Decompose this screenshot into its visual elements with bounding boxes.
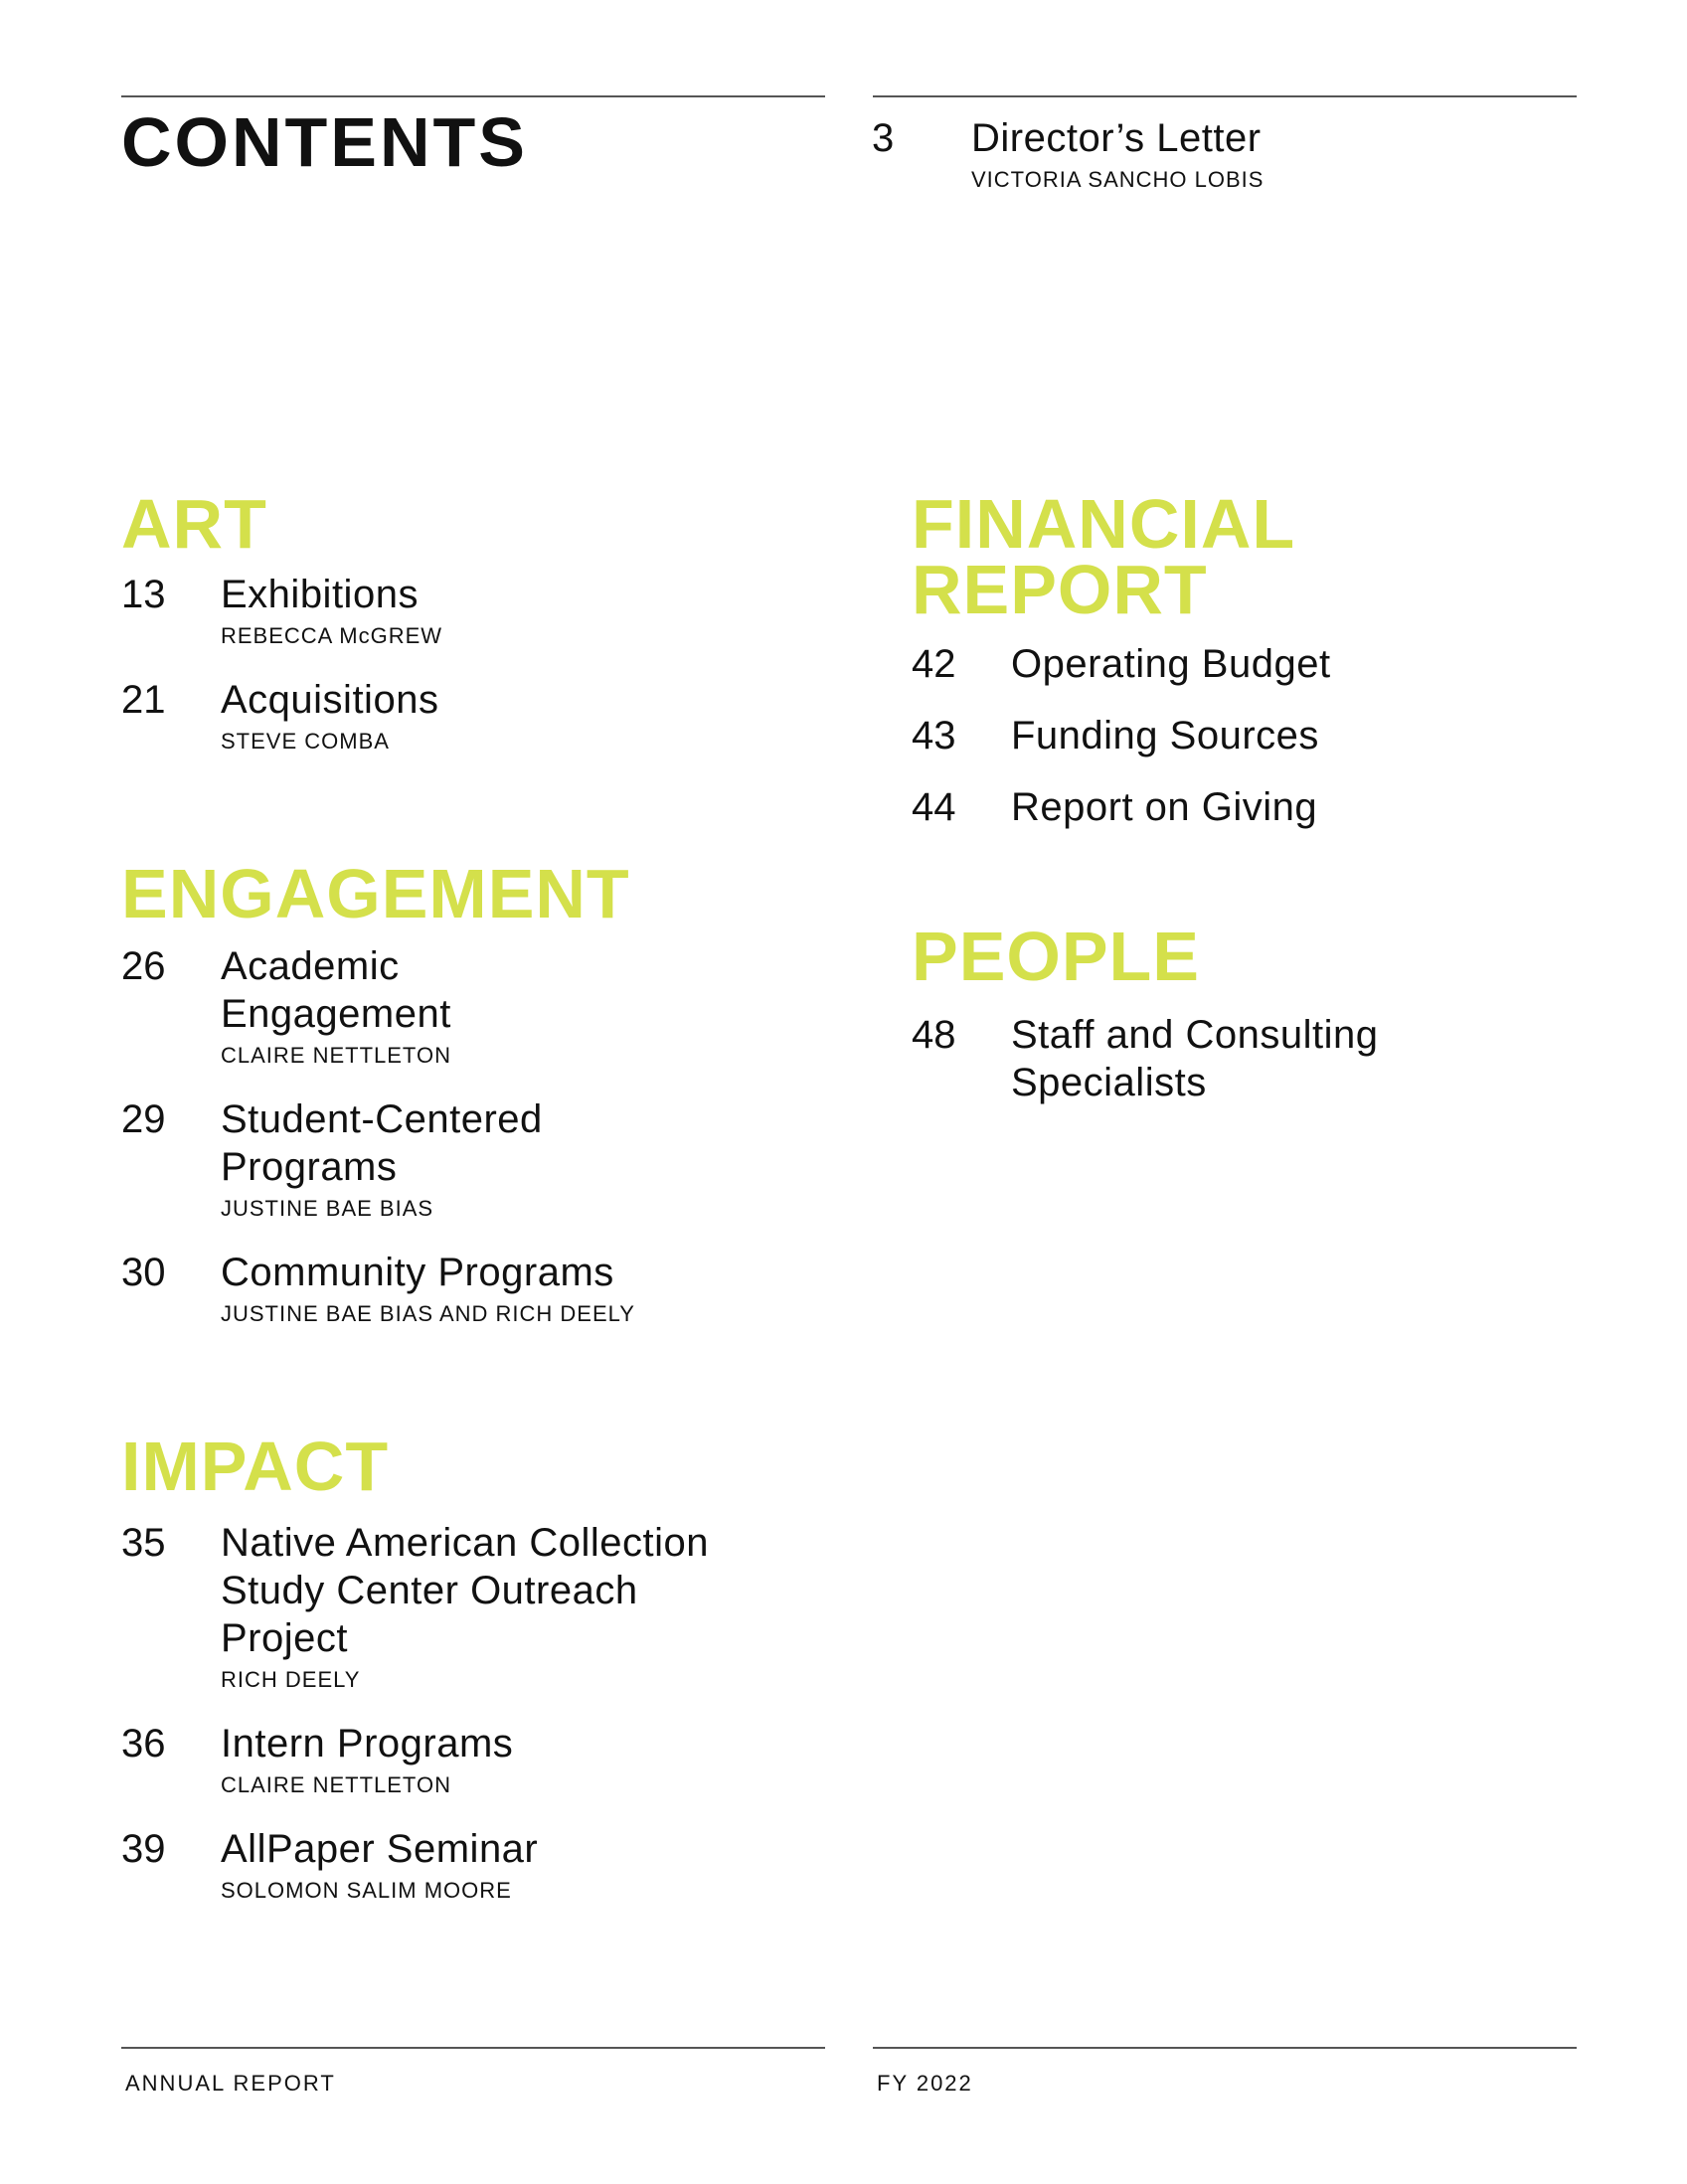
footer-left-label: ANNUAL REPORT	[125, 2071, 336, 2096]
entry-author: CLAIRE NETTLETON	[221, 1772, 451, 1797]
entry-page-number: 21	[121, 678, 166, 722]
entry-title[interactable]: Community Programs	[221, 1251, 614, 1294]
entry-author: SOLOMON SALIM MOORE	[221, 1878, 512, 1903]
entry-page-number: 30	[121, 1251, 166, 1294]
section-heading: PEOPLE	[912, 918, 1200, 995]
entry-author: JUSTINE BAE BIAS	[221, 1196, 434, 1221]
toc-entry[interactable]	[912, 1011, 1468, 1106]
entry-page-number: 44	[912, 785, 956, 829]
toc-entry[interactable]	[912, 783, 1548, 831]
entry-author: JUSTINE BAE BIAS AND RICH DEELY	[221, 1301, 635, 1326]
page-title: CONTENTS	[121, 103, 528, 181]
entry-page-number: 42	[912, 642, 956, 686]
entry-page-number: 36	[121, 1722, 166, 1765]
entry-page-number: 13	[121, 573, 166, 616]
section-heading-line: FINANCIAL	[912, 485, 1296, 563]
toc-entry[interactable]	[121, 1720, 758, 1799]
section-heading: ENGAGEMENT	[121, 855, 630, 932]
entry-title[interactable]: AllPaper Seminar	[221, 1827, 539, 1871]
entry-page-number: 35	[121, 1521, 166, 1565]
section-heading: ART	[121, 485, 267, 563]
entry-title[interactable]: Director’s Letter	[971, 116, 1262, 160]
entry-title[interactable]: Staff and Consulting Specialists	[1011, 1013, 1379, 1104]
entry-title[interactable]: Operating Budget	[1011, 642, 1331, 686]
entry-page-number: 29	[121, 1097, 166, 1141]
entry-title[interactable]: Exhibitions	[221, 573, 419, 616]
toc-entry[interactable]	[121, 676, 758, 756]
entry-title[interactable]: Academic Engagement	[221, 944, 451, 1036]
section-heading	[912, 485, 1548, 628]
entry-page-number: 39	[121, 1827, 166, 1871]
section-people	[912, 918, 1468, 1106]
entry-page-number: 3	[872, 116, 895, 160]
section-financial-report	[912, 485, 1548, 831]
bottom-rule-right	[873, 2047, 1577, 2049]
entry-page-number: 43	[912, 714, 956, 757]
toc-entry[interactable]	[121, 1249, 758, 1328]
entry-author: VICTORIA SANCHO LOBIS	[971, 167, 1265, 192]
bottom-rule-left	[121, 2047, 825, 2049]
entry-title[interactable]: Report on Giving	[1011, 785, 1318, 829]
toc-entry[interactable]	[121, 571, 758, 650]
entry-title[interactable]: Funding Sources	[1011, 714, 1319, 757]
section-heading: IMPACT	[121, 1428, 390, 1505]
entry-page-number: 26	[121, 944, 166, 988]
section-art	[121, 485, 758, 756]
toc-entry[interactable]	[121, 1825, 758, 1905]
toc-entry[interactable]	[912, 712, 1548, 759]
entry-title[interactable]: Native American Collection Study Center Outreach Project	[221, 1521, 709, 1660]
section-engagement	[121, 855, 758, 1328]
toc-entry[interactable]	[121, 942, 758, 1070]
toc-entry[interactable]	[121, 1095, 758, 1223]
top-rule-right	[873, 95, 1577, 97]
entry-title[interactable]: Intern Programs	[221, 1722, 514, 1765]
entry-title[interactable]: Acquisitions	[221, 678, 439, 722]
section-impact	[121, 1428, 758, 1905]
entry-page-number: 48	[912, 1013, 956, 1057]
section-heading-line: REPORT	[912, 551, 1208, 628]
entry-title[interactable]: Student-Centered Programs	[221, 1097, 543, 1189]
entry-author: STEVE COMBA	[221, 729, 390, 754]
toc-entry[interactable]	[912, 640, 1548, 688]
intro-entry	[872, 114, 1508, 194]
footer-right-label: FY 2022	[877, 2071, 973, 2096]
top-rule-left	[121, 95, 825, 97]
entry-author: CLAIRE NETTLETON	[221, 1043, 451, 1068]
toc-entry[interactable]	[121, 1519, 758, 1694]
entry-author: REBECCA McGREW	[221, 623, 443, 648]
entry-author: RICH DEELY	[221, 1667, 361, 1692]
